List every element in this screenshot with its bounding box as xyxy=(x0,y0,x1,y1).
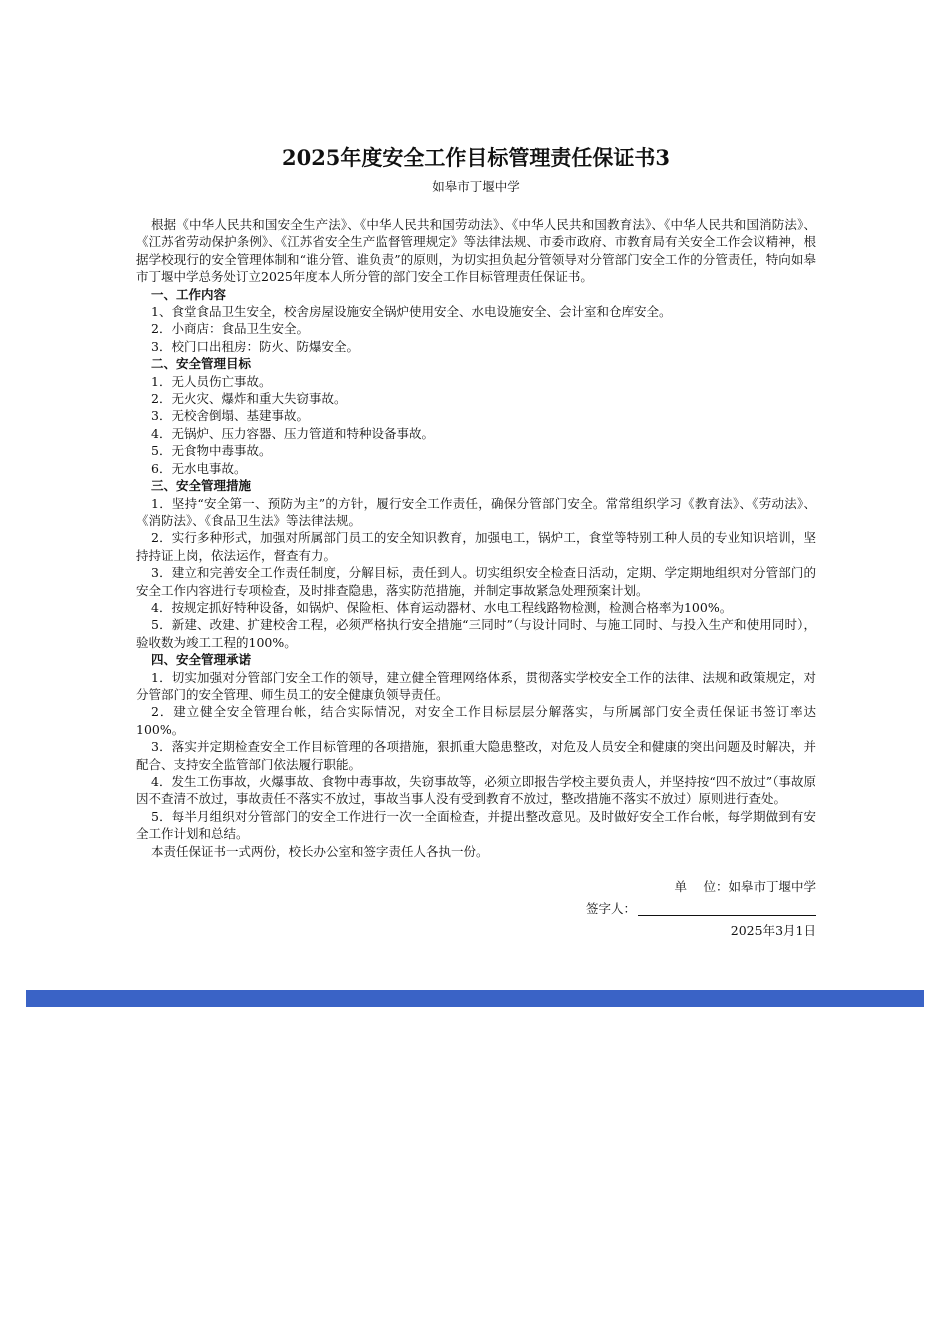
list-item: 3．无校舍倒塌、基建事故。 xyxy=(151,408,309,424)
list-item: 5．每半月组织对分管部门的安全工作进行一次一全面检查，并提出整改意见。及时做好安全工作台帐，每学期做到有安全工作计划和总结。 xyxy=(136,808,816,842)
list-item: 1、食堂食品卫生安全，校舍房屋设施安全锅炉使用安全、水电设施安全、会计室和仓库安全。 xyxy=(151,304,672,320)
signature-date: 2025年3月1日 xyxy=(730,923,816,939)
list-item: 2．无火灾、爆炸和重大失窃事故。 xyxy=(151,391,347,407)
signature-block xyxy=(136,876,816,942)
list-item: 5．无食物中毒事故。 xyxy=(151,443,272,459)
signature-line xyxy=(638,898,816,916)
section-heading: 一、工作内容 xyxy=(151,286,227,302)
signature-date-row xyxy=(136,920,816,942)
list-item: 4．无锅炉、压力容器、压力管道和特种设备事故。 xyxy=(151,425,434,441)
list-item: 1．坚持“安全第一、预防为主”的方针，履行安全工作责任，确保分管部门安全。常常组织学习《教育法》、《劳动法》、《消防法》、《食品卫生法》等法律法规。 xyxy=(136,495,816,528)
section-heading: 四、安全管理承诺 xyxy=(151,652,252,668)
signature-signer-label: 签字人： xyxy=(585,901,636,917)
signature-unit-label: 单 位： xyxy=(674,879,729,895)
list-item: 2．小商店：食品卫生安全。 xyxy=(151,321,309,337)
list-item: 4．按规定抓好特种设备，如锅炉、保险柜、体育运动器材、水电工程线路物检测，检测合格率为100%。 xyxy=(151,599,733,615)
list-item: 4．发生工伤事故，火爆事故、食物中毒事故，失窃事故等，必须立即报告学校主要负责人，并坚持按“四不放过”（事故原因不查清不放过，事故责任不落实不放过，事故当事人没有受到教育不放过，整改措施不落实不放过）原则进行查处。 xyxy=(136,774,816,807)
section-heading: 三、安全管理措施 xyxy=(151,478,252,494)
intro-paragraph: 根据《中华人民共和国安全生产法》、《中华人民共和国劳动法》、《中华人民共和国教育法》、《中华人民共和国消防法》、《江苏省劳动保护条例》、《江苏省安全生产监督管理规定》等法律法规、市委市政府、市教育局有关安全工作会议精神，根据学校现行的安全管理体制和“谁分管、谁负责”的原则，为切实担负起分管领导对分管部门安全工作的分管责任，特向如皋市丁堰中学总务处订立2025年度本人所分管的部门安全工作目标管理责任保证书。 xyxy=(136,217,816,285)
list-item: 2．建立健全安全管理台帐，结合实际情况，对安全工作目标层层分解落实，与所属部门安全责任保证书签订率达100%。 xyxy=(136,704,816,737)
document-subtitle: 如皋市丁堰中学 xyxy=(432,179,520,194)
list-item: 2．实行多种形式，加强对所属部门员工的安全知识教育，加强电工，锅炉工，食堂等特别工种人员的专业知识培训，坚持持证上岗，依法运作，督查有力。 xyxy=(136,530,816,563)
list-item: 3．校门口出租房：防火、防爆安全。 xyxy=(151,338,359,354)
list-item: 1．无人员伤亡事故。 xyxy=(151,373,272,389)
list-item: 3．落实并定期检查安全工作目标管理的各项措施，狠抓重大隐患整改，对危及人员安全和健康的突出问题及时解决，并配合、支持安全监管部门依法履行职能。 xyxy=(136,739,816,772)
document-title: 2025年度安全工作目标管理责任保证书3 xyxy=(281,145,671,170)
document-body xyxy=(136,216,816,860)
list-item: 5．新建、改建、扩建校舍工程，必须严格执行安全措施“三同时”（与设计同时、与施工同时、与投入生产和使用同时），验收数为竣工工程的100%。 xyxy=(136,617,816,650)
list-item: 6．无水电事故。 xyxy=(151,460,247,476)
signature-signer-row xyxy=(136,898,816,920)
footer-blue-bar xyxy=(26,990,924,1007)
section-heading: 二、安全管理目标 xyxy=(151,356,252,372)
list-item: 3．建立和完善安全工作责任制度，分解目标，责任到人。切实组织安全检查日活动，定期、学定期地组织对分管部门的安全工作内容进行专项检查，及时排查隐患，落实防范措施，并制定事故紧急处理预案计划。 xyxy=(136,565,816,598)
signature-unit-row xyxy=(136,876,816,898)
list-item: 1．切实加强对分管部门安全工作的领导，建立健全管理网络体系，贯彻落实学校安全工作的法律、法规和政策规定，对分管部门的安全管理、师生员工的安全健康负领导责任。 xyxy=(136,669,816,702)
document-page xyxy=(136,140,816,942)
list-item: 本责任保证书一式两份，校长办公室和签字责任人各执一份。 xyxy=(151,843,489,859)
signature-unit-value: 如皋市丁堰中学 xyxy=(728,879,816,895)
